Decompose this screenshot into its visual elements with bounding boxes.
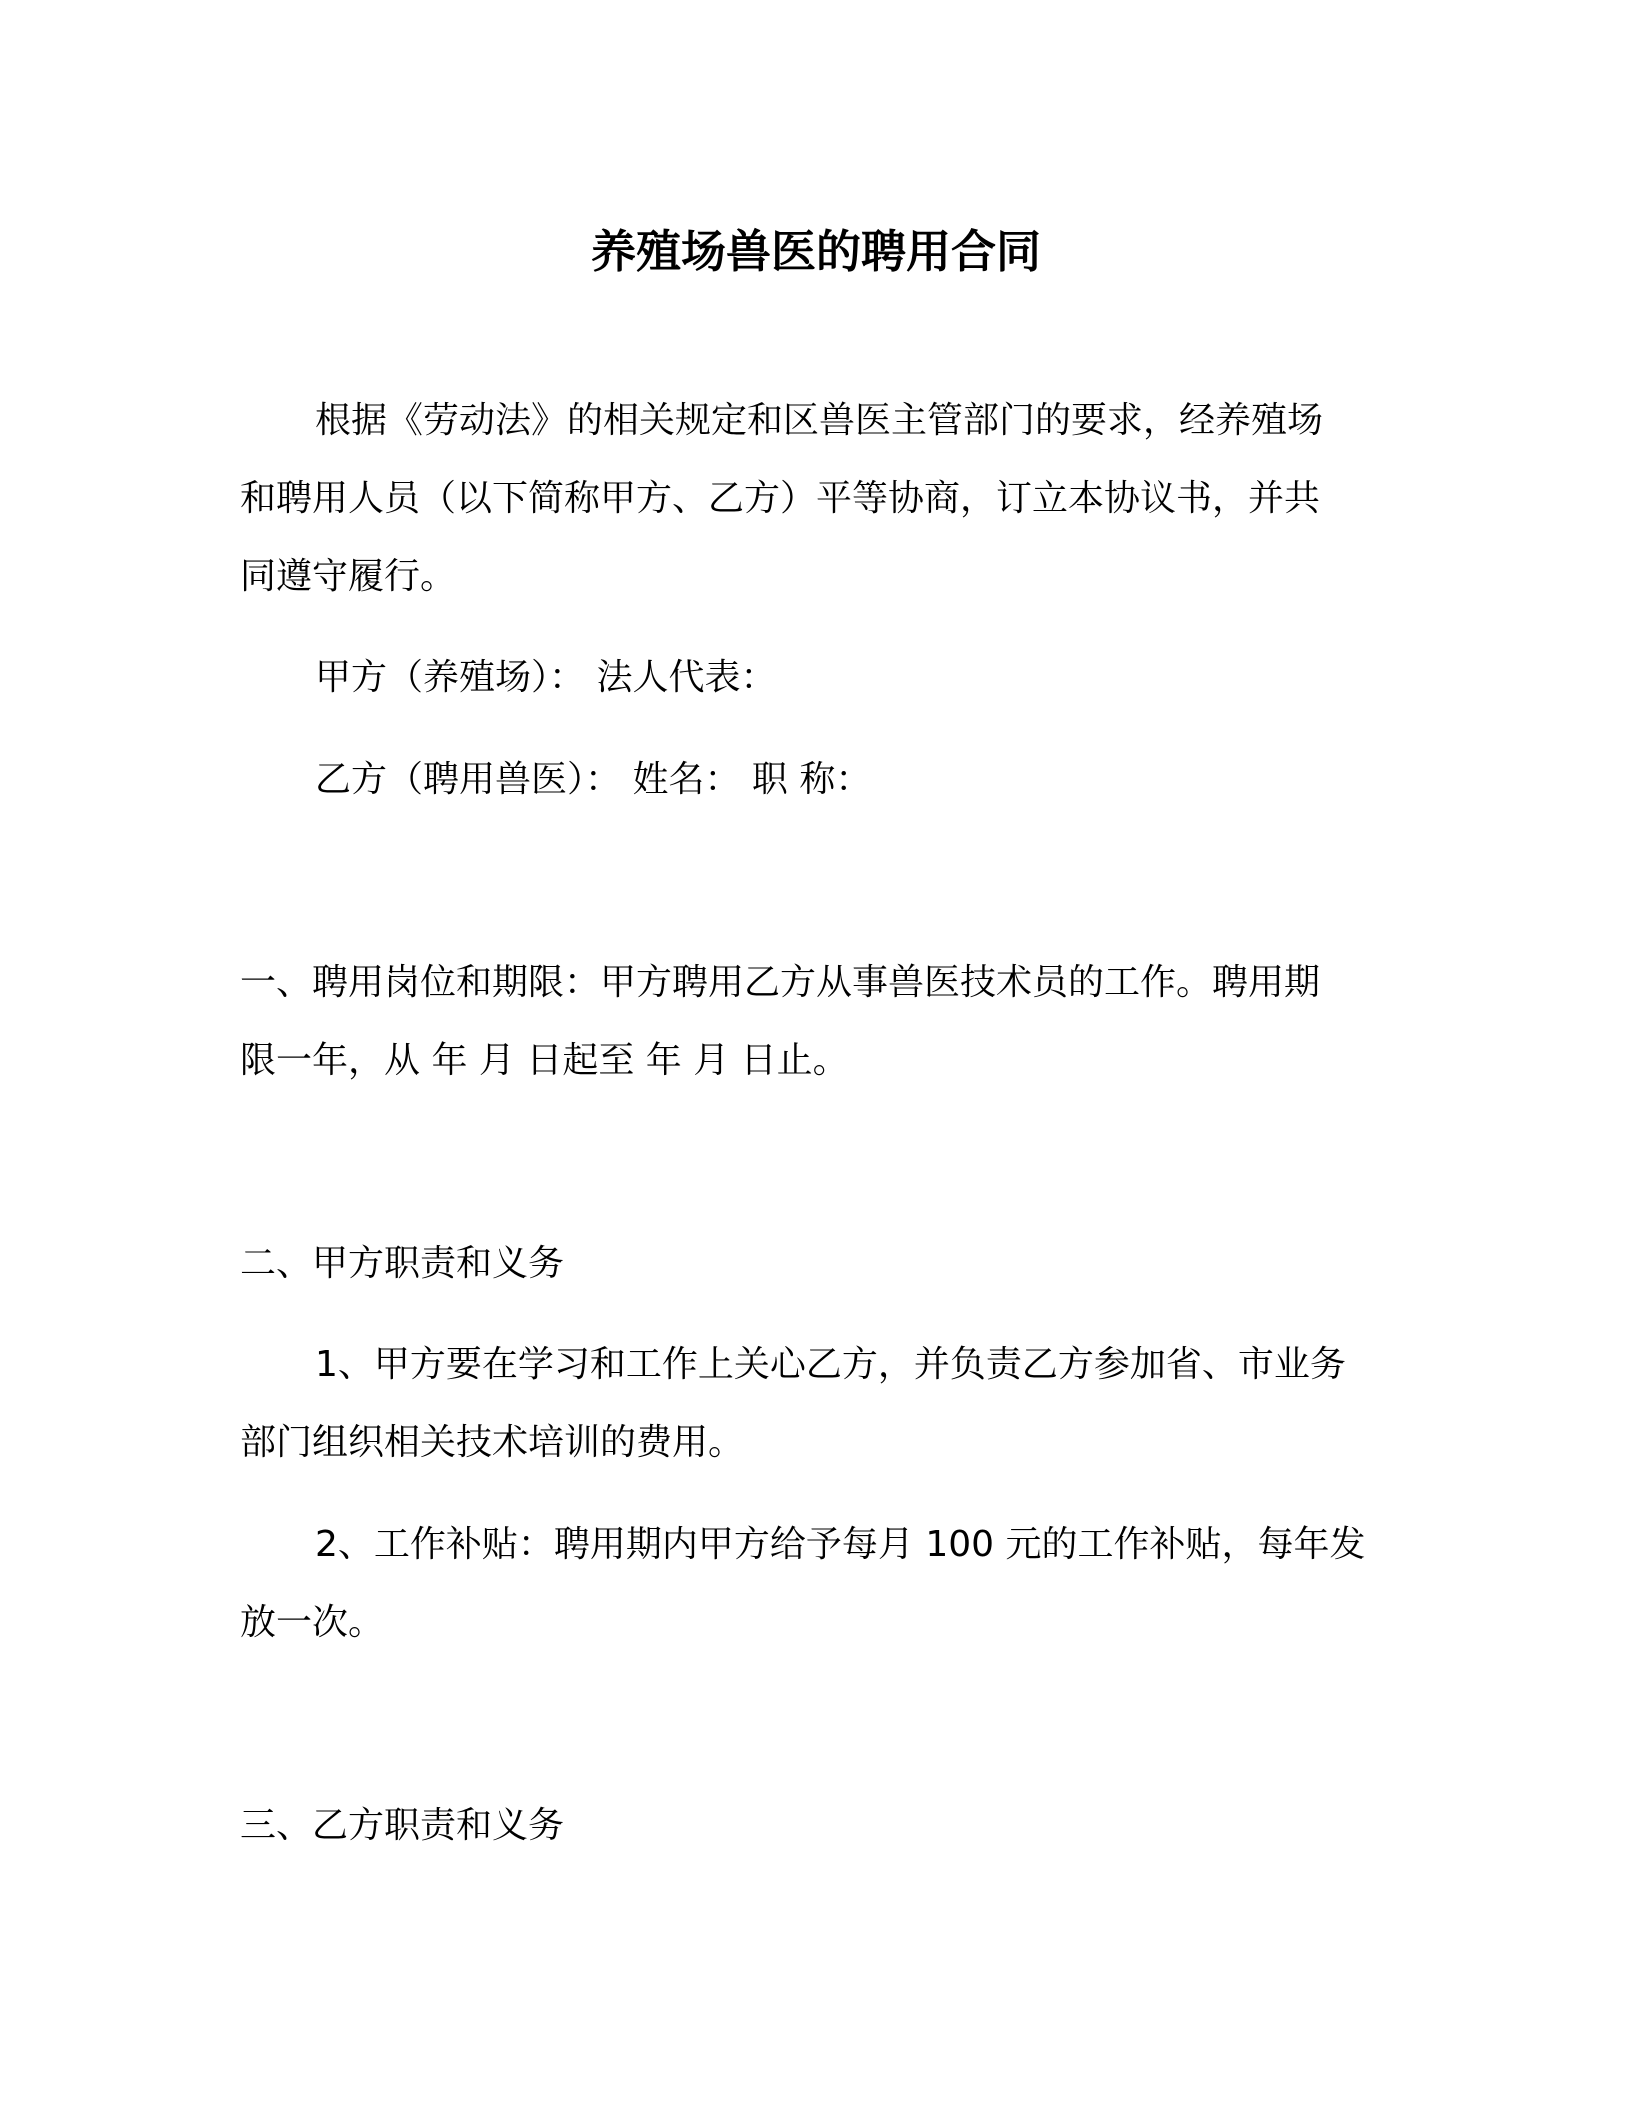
section-2-item-2-line-1: 2、工作补贴：聘用期内甲方给予每月 100 元的工作补贴，每年发 <box>315 1524 1366 1565</box>
document-title: 养殖场兽医的聘用合同 <box>590 225 1041 278</box>
section-3-heading: 三、乙方职责和义务 <box>240 1805 565 1846</box>
section-1-line-1: 一、聘用岗位和期限：甲方聘用乙方从事兽医技术员的工作。聘用期 <box>240 962 1321 1003</box>
intro-line-1: 根据《劳动法》的相关规定和区兽医主管部门的要求，经养殖场 <box>315 400 1324 441</box>
party-a-line: 甲方（养殖场）： 法人代表： <box>315 657 777 698</box>
section-1-line-2: 限一年，从 年 月 日起至 年 月 日止。 <box>240 1040 849 1081</box>
section-2-item-1-line-1: 1、甲方要在学习和工作上关心乙方，并负责乙方参加省、市业务 <box>315 1344 1346 1385</box>
intro-line-2: 和聘用人员（以下简称甲方、乙方）平等协商，订立本协议书，并共 <box>240 478 1321 519</box>
party-b-line: 乙方（聘用兽医）： 姓名： 职 称： <box>315 759 872 800</box>
section-2-item-2-line-2: 放一次。 <box>240 1602 385 1643</box>
intro-line-3: 同遵守履行。 <box>240 556 457 597</box>
section-2-item-1-line-2: 部门组织相关技术培训的费用。 <box>240 1422 745 1463</box>
section-2-heading: 二、甲方职责和义务 <box>240 1243 565 1284</box>
